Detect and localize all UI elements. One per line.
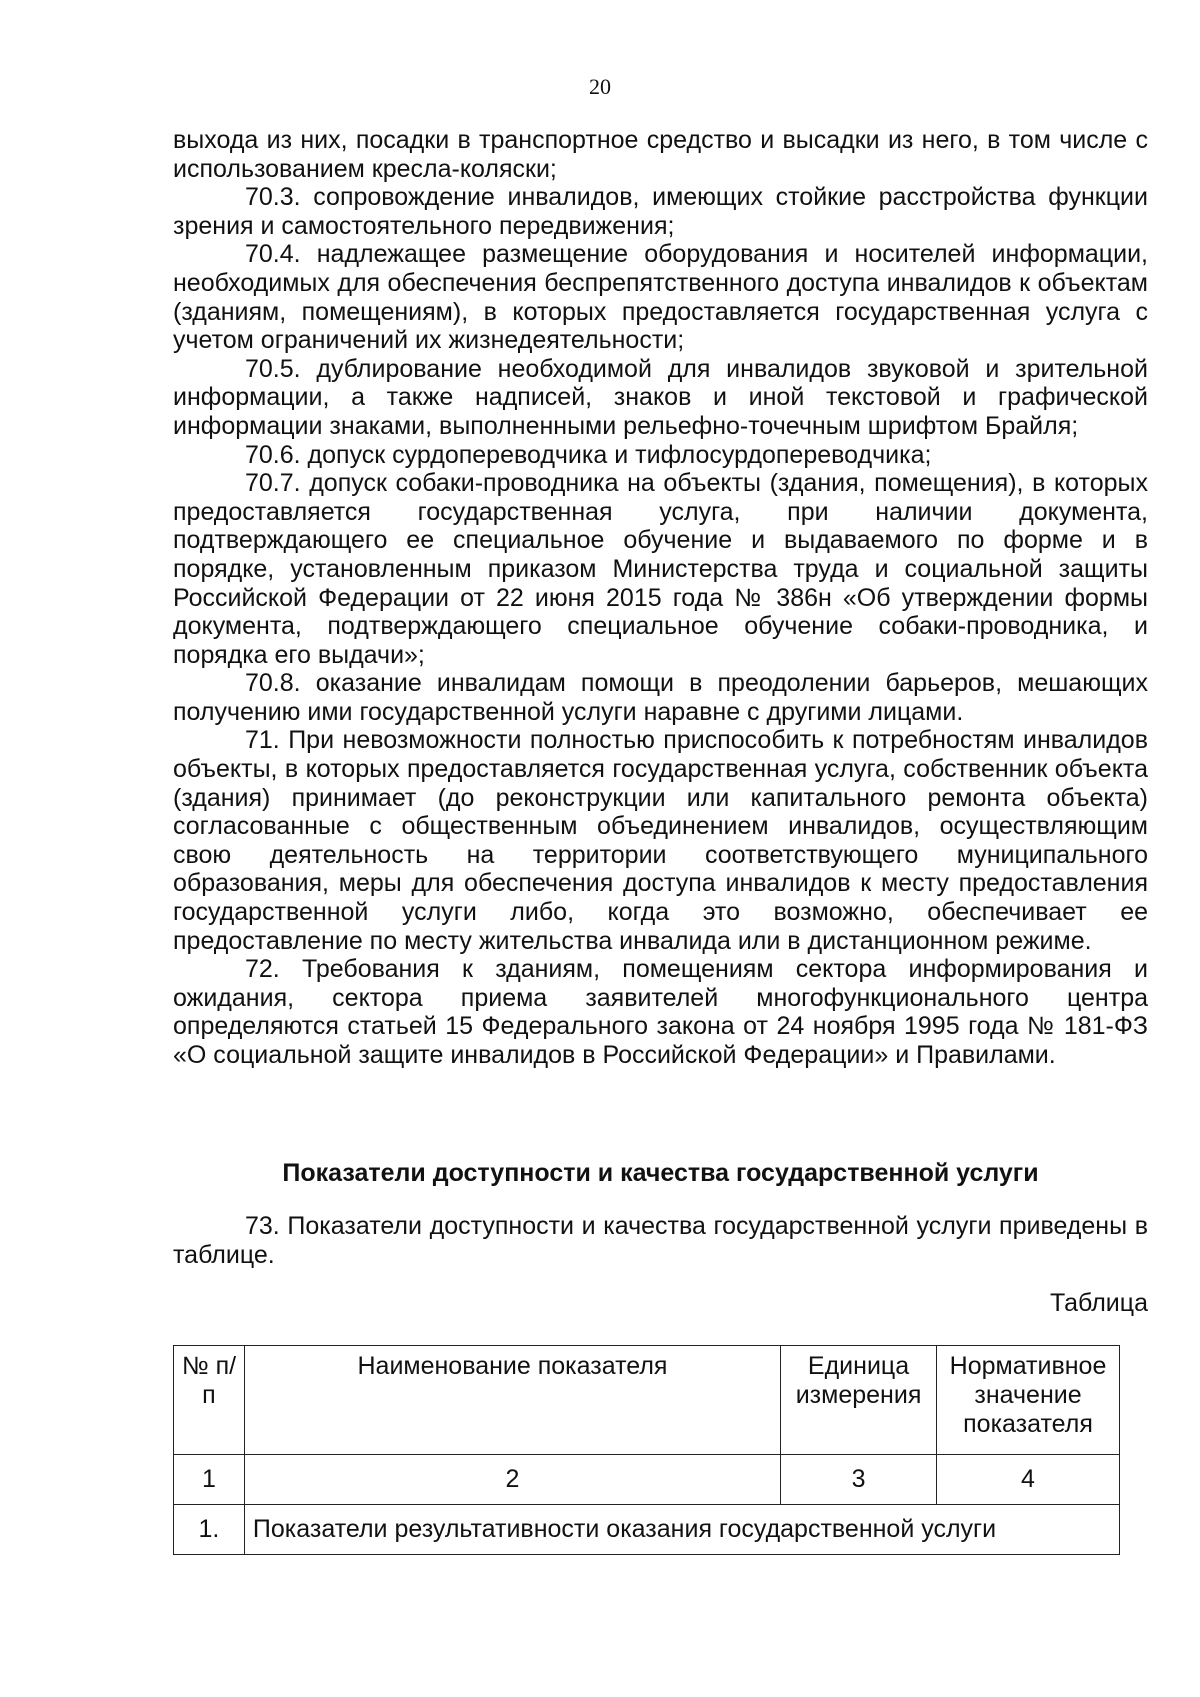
column-number-cell: 2 <box>244 1455 780 1505</box>
table-column-numbers-row <box>174 1455 1120 1505</box>
paragraph-73: 73. Показатели доступности и качества государственной услуги приведены в таблице. <box>173 1212 1148 1269</box>
section-row-number: 1. <box>174 1505 245 1555</box>
column-number-cell: 1 <box>174 1455 245 1505</box>
table-caption: Таблица <box>1049 1289 1148 1317</box>
section-heading: Показатели доступности и качества государственной услуги <box>282 1159 1039 1187</box>
table-section-row <box>174 1505 1120 1555</box>
paragraph-continuation: выхода из них, посадки в транспортное средство и высадки из него, в том числе с использованием кресла-коляски; <box>173 126 1148 183</box>
header-cell-normative: Нормативное значение показателя <box>937 1346 1120 1455</box>
header-cell-number: № п/п <box>174 1346 245 1455</box>
paragraph-70-7: 70.7. допуск собаки-проводника на объекты (здания, помещения), в которых предоставляется государственная услуга, при наличии документа, подтверждающего ее специальное обучение и выдаваемого по форме и в порядке, установленным приказом Министерства труда и социальной защиты Российской Федерации от 22 июня 2015 года № 386н «Об утверждении формы документа, подтверждающего специальное обучение собаки-проводника, и порядка его выдачи»; <box>173 469 1148 669</box>
indicators-table <box>173 1345 1120 1555</box>
paragraph-71: 71. При невозможности полностью приспособить к потребностям инвалидов объекты, в которых предоставляется государственная услуга, собственник объекта (здания) принимает (до реконструкции или капитального ремонта объекта) согласованные с общественным объединением инвалидов, осуществляющим свою деятельность на территории соответствующего муниципального образования, меры для обеспечения доступа инвалидов к месту предоставления государственной услуги либо, когда это возможно, обеспечивает ее предоставление по месту жительства инвалида или в дистанционном режиме. <box>173 726 1148 955</box>
paragraph-70-3: 70.3. сопровождение инвалидов, имеющих стойкие расстройства функции зрения и самостоятельного передвижения; <box>173 183 1148 240</box>
page-number: 20 <box>589 74 611 99</box>
column-number-cell: 4 <box>937 1455 1120 1505</box>
header-cell-name: Наименование показателя <box>244 1346 780 1455</box>
paragraph-70-6: 70.6. допуск сурдопереводчика и тифлосурдопереводчика; <box>245 440 932 469</box>
body-text <box>173 126 1148 1070</box>
section-row-title: Показатели результативности оказания государственной услуги <box>244 1505 1119 1555</box>
paragraph-70-4: 70.4. надлежащее размещение оборудования и носителей информации, необходимых для обеспечения беспрепятственного доступа инвалидов к объектам (зданиям, помещениям), в которых предоставляется государственная услуга с учетом ограничений их жизнедеятельности; <box>173 240 1148 355</box>
column-number-cell: 3 <box>781 1455 937 1505</box>
paragraph-72: 72. Требования к зданиям, помещениям сектора информирования и ожидания, сектора приема заявителей многофункционального центра определяются статьей 15 Федерального закона от 24 ноября 1995 года № 181-ФЗ «О социальной защите инвалидов в Российской Федерации» и Правилами. <box>173 955 1148 1069</box>
header-cell-unit: Единица измерения <box>781 1346 937 1455</box>
paragraph-70-8: 70.8. оказание инвалидам помощи в преодолении барьеров, мешающих получению ими государственной услуги наравне с другими лицами. <box>173 669 1148 726</box>
paragraph-70-5: 70.5. дублирование необходимой для инвалидов звуковой и зрительной информации, а также надписей, знаков и иной текстовой и графической информации знаками, выполненными рельефно-точечным шрифтом Брайля; <box>173 354 1148 440</box>
table-header-row <box>174 1346 1120 1455</box>
